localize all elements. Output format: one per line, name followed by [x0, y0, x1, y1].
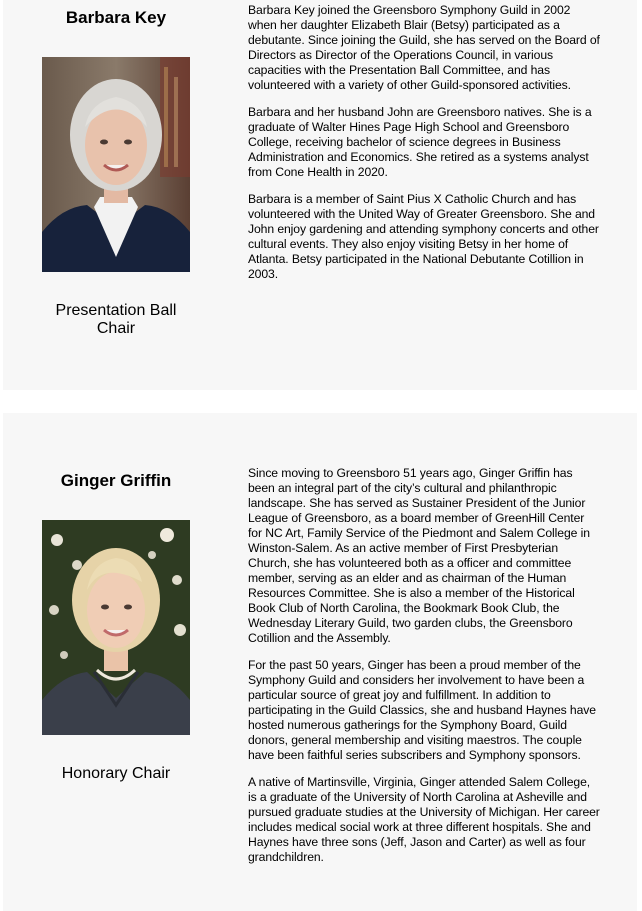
- profile-card-barbara-key: [3, 0, 637, 390]
- profile-role-text: Honorary Chair: [61, 765, 171, 782]
- profile-bio: [248, 3, 600, 294]
- bio-paragraph: For the past 50 years, Ginger has been a proud member of the Symphony Guild and considers her involvement to have been a particular source of great joy and fulfillment. In addition to participating in the Guild Classics, she and husband Haynes have hosted numerous gatherings for the Symphony Board, Guild donors, general membership and visiting maestros. The couple have been faithful series subscribers and Symphony sponsors.: [248, 658, 596, 762]
- profile-name: [3, 471, 229, 491]
- bio-paragraph: Since moving to Greensboro 51 years ago, Ginger Griffin has been an integral part of the city’s cultural and philanthropic landscape. She has served as Sustainer President of the Junior League of Greensboro, as a board member of GreenHill Center for NC Art, Family Service of the Piedmont and Salem College in Winston-Salem. As an active member of First Presbyterian Church, she has volunteered both as a officer and committee member, serving as an elder and as chairman of the Human Resources Committee. She is also a member of the Historical Book Club of North Carolina, the Bookmark Book Club, the Wednesday Literary Guild, two garden clubs, the Greensboro Cotillion and the Assembly.: [248, 466, 590, 645]
- portrait-image: [42, 57, 190, 272]
- profile-photo: [42, 520, 190, 735]
- profile-role: [3, 765, 229, 783]
- profile-photo: [42, 57, 190, 272]
- bio-paragraph: Barbara and her husband John are Greensboro natives. She is a graduate of Walter Hines Page High School and Greensboro College, receiving bachelor of science degrees in Business Administration and Economics. She retired as a systems analyst from Cone Health in 2020.: [248, 105, 592, 179]
- profile-name: [3, 8, 229, 28]
- profile-name-text: Ginger Griffin: [60, 471, 172, 490]
- profile-role: [3, 302, 229, 338]
- bio-paragraph: A native of Martinsville, Virginia, Ginger attended Salem College, is a graduate of the University of North Carolina at Asheville and pursued graduate studies at the University of Michigan. Her career includes medical social work at three different hospitals. She and Haynes have three sons (Jeff, Jason and Carter) as well as four grandchildren.: [248, 775, 600, 864]
- bio-paragraph: Barbara Key joined the Greensboro Symphony Guild in 2002 when her daughter Elizabeth Blair (Betsy) participated as a debutante. Since joining the Guild, she has served on the Board of Directors as Director of the Operations Council, in various capacities with the Presentation Ball Committee, and has volunteered with a variety of other Guild-sponsored activities.: [248, 3, 600, 92]
- profile-bio: [248, 466, 600, 877]
- profile-role-text: Presentation Ball Chair: [55, 302, 177, 337]
- bio-paragraph: Barbara is a member of Saint Pius X Catholic Church and has volunteered with the United Way of Greater Greensboro. She and John enjoy gardening and attending symphony concerts and other cultural events. They also enjoy visiting Betsy in her home of Atlanta. Betsy participated in the National Debutante Cotillion in 2003.: [248, 192, 599, 281]
- profile-card-ginger-griffin: [3, 413, 637, 911]
- profile-name-text: Barbara Key: [65, 8, 167, 27]
- portrait-image: [42, 520, 190, 735]
